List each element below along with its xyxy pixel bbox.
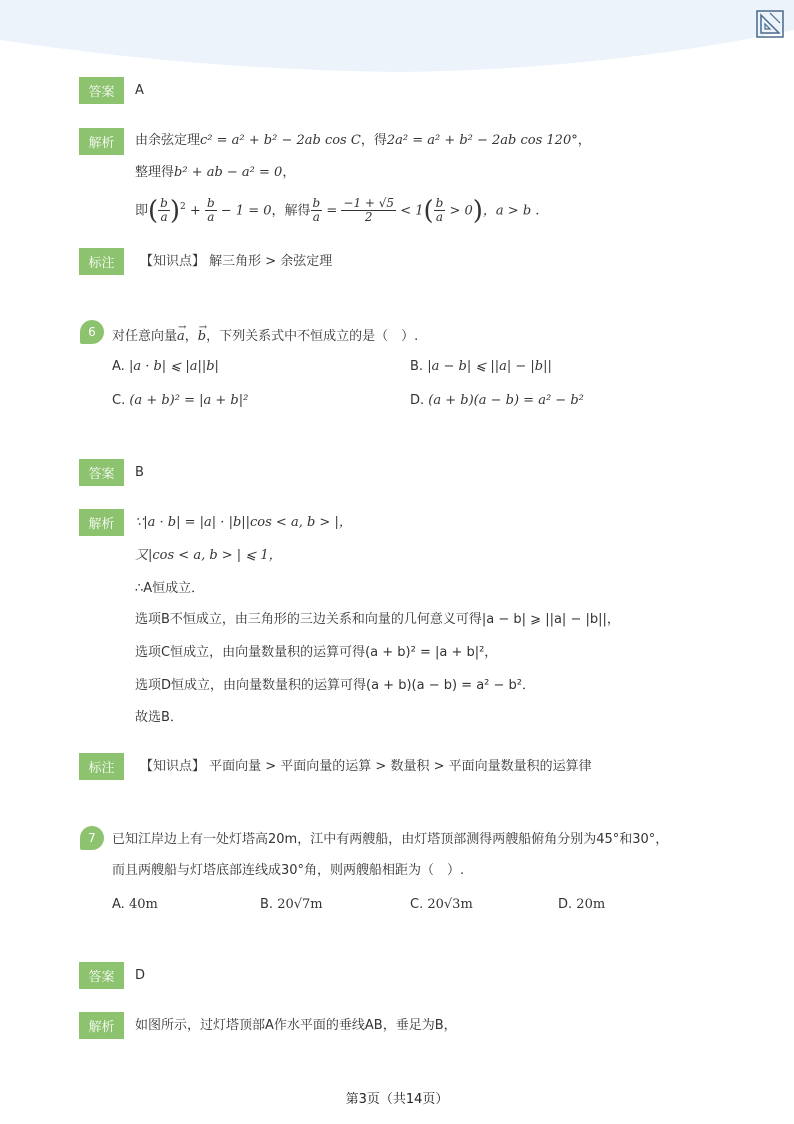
math-expr: c² = a² + b² − 2ab cos C bbox=[200, 133, 361, 148]
answer-tag: 答案 bbox=[79, 459, 124, 486]
fraction: $\frac{b}{a}$ bbox=[160, 196, 168, 225]
math-expr: 2a² = a² + b² − 2ab cos 120° bbox=[386, 133, 578, 148]
question-number-badge: 7 bbox=[80, 826, 104, 850]
analysis-line: ∵|a · b| = |a| · |b||cos < a, b > |， bbox=[135, 515, 352, 530]
analysis-text: 由余弦定理 bbox=[135, 133, 201, 148]
analysis-line bbox=[135, 164, 295, 182]
option-a: A. |a · b| ⩽ |a||b| bbox=[112, 359, 219, 374]
math-expr: |a − b| ⩽ ||a| − |b|| bbox=[427, 359, 552, 374]
analysis-line: 又|cos < a, b > | ⩽ 1， bbox=[135, 548, 282, 563]
header-wave-decoration bbox=[0, 0, 794, 80]
page-footer: 第3页（共14页） bbox=[345, 1092, 449, 1107]
answer-value: B bbox=[135, 465, 144, 480]
analysis-line: 即( $\frac{b}{a}$ )$^2$ + $\frac{b}{a}$ − 1 = 0，解得 $\frac{b}{a}$ = $\frac{-1 + √5}{2}$ < 1( $\frac{b}{a}$ > 0)，a > b . bbox=[135, 195, 540, 226]
analysis-line: 选项D恒成立，由向量数量积的运算可得(a + b)(a − b) = a² − b²． bbox=[135, 678, 536, 693]
option-d: D. (a + b)(a − b) = a² − b² bbox=[410, 393, 584, 408]
math-expr: b² + ab − a² = 0 bbox=[174, 165, 283, 180]
question-stem: 已知江岸边上有一处灯塔高20m，江中有两艘船，由灯塔顶部测得两艘船俯角分别为45°和30°， bbox=[112, 832, 669, 847]
analysis-tag: 解析 bbox=[79, 509, 124, 536]
question-stem: 而且两艘船与灯塔底部连线成30°角，则两艘船相距为（ ）. bbox=[112, 863, 465, 878]
fraction: $\frac{b}{a}$ bbox=[312, 196, 321, 225]
analysis-line: 故选B． bbox=[135, 710, 183, 725]
fraction: $\frac{b}{a}$ bbox=[435, 196, 444, 225]
fraction: $\frac{b}{a}$ bbox=[206, 196, 215, 225]
vector-symbol: → a bbox=[177, 325, 185, 343]
vector-symbol: → b bbox=[198, 325, 206, 343]
note-text: 【知识点】 平面向量 > 平面向量的运算 > 数量积 > 平面向量数量积的运算律 bbox=[140, 759, 592, 774]
analysis-text: ， bbox=[282, 165, 296, 180]
math-expr: (a + b)² = |a + b|² bbox=[129, 393, 249, 408]
analysis-line: ∴A恒成立． bbox=[135, 581, 205, 596]
question-stem: 对任意向量→ a，→ b，下列关系式中不恒成立的是（ ）. bbox=[112, 325, 418, 346]
analysis-tag: 解析 bbox=[79, 128, 124, 155]
analysis-line: 选项C恒成立，由向量数量积的运算可得(a + b)² = |a + b|²， bbox=[135, 645, 498, 660]
analysis-line bbox=[135, 132, 591, 150]
analysis-tag: 解析 bbox=[79, 1012, 124, 1039]
note-text: 【知识点】 解三角形 > 余弦定理 bbox=[140, 254, 333, 269]
answer-tag: 答案 bbox=[79, 77, 124, 104]
option-d: D. 20m bbox=[558, 897, 606, 912]
analysis-line: 如图所示，过灯塔顶部A作水平面的垂线AB，垂足为B， bbox=[135, 1018, 457, 1033]
ruler-triangle-icon bbox=[756, 10, 784, 38]
option-c: C. (a + b)² = |a + b|² bbox=[112, 393, 249, 408]
answer-value: D bbox=[135, 968, 146, 983]
analysis-line: 选项B不恒成立，由三角形的三边关系和向量的几何意义可得|a − b| ⩾ ||a| − |b||， bbox=[135, 612, 620, 627]
analysis-text: 整理得 bbox=[135, 165, 175, 180]
option-b: B. 20√7m bbox=[260, 897, 323, 912]
note-tag: 标注 bbox=[79, 753, 124, 780]
answer-tag: 答案 bbox=[79, 962, 124, 989]
option-a: A. 40m bbox=[112, 897, 158, 912]
fraction: $\frac{-1 + √5}{2}$ bbox=[343, 196, 395, 225]
option-b: B. |a − b| ⩽ ||a| − |b|| bbox=[410, 359, 552, 374]
answer-value: A bbox=[135, 83, 144, 98]
option-c: C. 20√3m bbox=[410, 897, 473, 912]
math-expr: (a + b)(a − b) = a² − b² bbox=[428, 393, 584, 408]
analysis-text: ， bbox=[577, 133, 591, 148]
analysis-text: ，得 bbox=[360, 133, 387, 148]
question-number-badge: 6 bbox=[80, 320, 104, 344]
math-expr: |a · b| ⩽ |a||b| bbox=[128, 359, 219, 374]
analysis-text: 即 bbox=[135, 203, 149, 219]
note-tag: 标注 bbox=[79, 248, 124, 275]
analysis-text: ，解得 bbox=[271, 203, 311, 219]
